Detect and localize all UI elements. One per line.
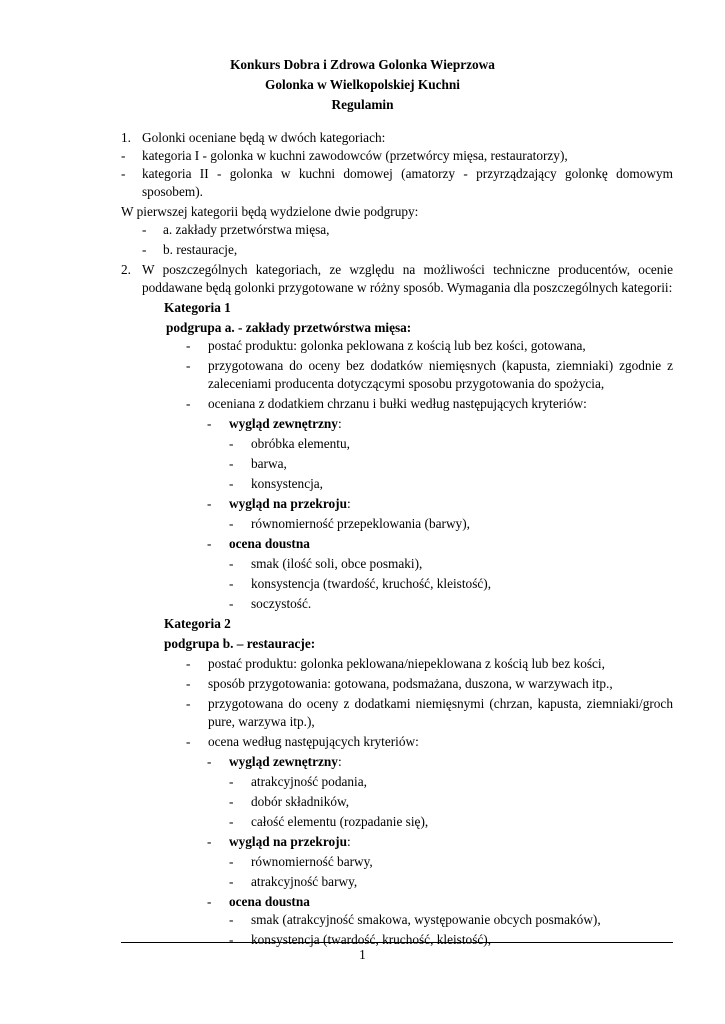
requirement-item bbox=[121, 655, 673, 673]
list-dash: - bbox=[186, 338, 191, 353]
requirement-item bbox=[121, 395, 673, 413]
criterion-text bbox=[229, 415, 673, 433]
criterion-label: wygląd zewnętrzny bbox=[229, 416, 338, 431]
criterion-item-text: soczystość. bbox=[251, 596, 312, 611]
requirement-text: przygotowana do oceny bez dodatków niemięsnych (kapusta, ziemniaki) zgodnie z zaleceniami producenta dotyczącymi sposobu przygotowania do spożycia, bbox=[208, 358, 673, 391]
criterion-item bbox=[121, 853, 673, 871]
subgroup-text: b. restauracje, bbox=[163, 242, 238, 257]
category-text: kategoria I - golonka w kuchni zawodowców (przetwórcy mięsa, restauratorzy), bbox=[142, 148, 568, 163]
criterion-heading bbox=[121, 753, 673, 771]
document-body bbox=[121, 129, 673, 949]
list-dash: - bbox=[207, 416, 212, 431]
list-dash: - bbox=[229, 814, 234, 829]
criterion-item bbox=[121, 455, 673, 473]
list-dash: - bbox=[121, 148, 126, 163]
requirement-item bbox=[121, 695, 673, 731]
criterion-item-text: smak (ilość soli, obce posmaki), bbox=[251, 556, 423, 571]
criterion-label: wygląd zewnętrzny bbox=[229, 754, 338, 769]
criterion-item bbox=[121, 575, 673, 593]
list-dash: - bbox=[142, 242, 147, 257]
criterion-colon: : bbox=[337, 416, 342, 431]
subgroup-b-heading: podgrupa b. – restauracje: bbox=[164, 636, 316, 651]
requirement-item bbox=[121, 675, 673, 693]
requirement-text: oceniana z dodatkiem chrzanu i bułki według następujących kryteriów: bbox=[208, 396, 587, 411]
criterion-label: wygląd na przekroju bbox=[229, 834, 347, 849]
list-dash: - bbox=[186, 396, 191, 411]
criterion-label: wygląd na przekroju bbox=[229, 496, 347, 511]
criterion-colon: : bbox=[337, 754, 342, 769]
document-header bbox=[0, 55, 725, 115]
list-dash: - bbox=[229, 476, 234, 491]
list-dash: - bbox=[229, 436, 234, 451]
criterion-item bbox=[121, 773, 673, 791]
requirement-text: sposób przygotowania: gotowana, podsmażana, duszona, w warzywach itp., bbox=[208, 676, 613, 691]
subgroup-item bbox=[121, 241, 673, 259]
document-subtitle: Golonka w Wielkopolskiej Kuchni bbox=[265, 77, 460, 92]
subgroup-text: a. zakłady przetwórstwa mięsa, bbox=[163, 222, 330, 237]
list-dash: - bbox=[207, 834, 212, 849]
criterion-item-text: barwa, bbox=[251, 456, 287, 471]
criterion-item bbox=[121, 873, 673, 891]
list-dash: - bbox=[229, 556, 234, 571]
list-dash: - bbox=[229, 854, 234, 869]
list-dash: - bbox=[207, 536, 212, 551]
list-dash: - bbox=[229, 576, 234, 591]
criterion-item bbox=[121, 515, 673, 533]
requirement-text: postać produktu: golonka peklowana/niepeklowana z kością lub bez kości, bbox=[208, 656, 605, 671]
list-number: 1. bbox=[121, 130, 131, 145]
paragraph-text: W pierwszej kategorii będą wydzielone dwie podgrupy: bbox=[121, 204, 419, 219]
category-item bbox=[121, 165, 673, 201]
criterion-item bbox=[121, 911, 673, 929]
criterion-item bbox=[121, 793, 673, 811]
criterion-item bbox=[121, 435, 673, 453]
criterion-text bbox=[229, 753, 673, 771]
paragraph-text: Golonki oceniane będą w dwóch kategoriach: bbox=[142, 130, 386, 145]
criterion-colon: : bbox=[346, 834, 351, 849]
criterion-heading bbox=[121, 833, 673, 851]
criterion-item bbox=[121, 813, 673, 831]
criterion-text bbox=[229, 495, 673, 513]
category-text-body: kategoria II - golonka w kuchni domowej (amatorzy - przyrządzający golonkę domowym sposobem). bbox=[142, 166, 673, 199]
criterion-item-text: smak (atrakcyjność smakowa, występowanie obcych posmaków), bbox=[251, 912, 601, 927]
subgroup-a-heading: podgrupa a. - zakłady przetwórstwa mięsa: bbox=[166, 320, 412, 335]
criterion-item-text: równomierność barwy, bbox=[251, 854, 373, 869]
list-dash: - bbox=[186, 358, 191, 373]
requirement-text: postać produktu: golonka peklowana z kością lub bez kości, gotowana, bbox=[208, 338, 586, 353]
list-dash: - bbox=[229, 932, 234, 947]
category-text bbox=[142, 165, 673, 201]
criterion-colon: : bbox=[346, 496, 351, 511]
list-dash: - bbox=[229, 874, 234, 889]
footer-divider bbox=[121, 942, 673, 943]
criterion-item bbox=[121, 475, 673, 493]
document-section-title: Regulamin bbox=[331, 97, 394, 112]
criterion-item-text: atrakcyjność podania, bbox=[251, 774, 367, 789]
criterion-item bbox=[121, 595, 673, 613]
numbered-item-2 bbox=[121, 261, 673, 297]
category-1-heading: Kategoria 1 bbox=[164, 300, 231, 315]
list-dash: - bbox=[207, 496, 212, 511]
criterion-text bbox=[229, 833, 673, 851]
criterion-heading bbox=[121, 893, 673, 911]
requirement-text: przygotowana do oceny z dodatkami niemięsnymi (chrzan, kapusta, ziemniaki/groch pure, warzywa itp.), bbox=[208, 696, 673, 729]
list-dash: - bbox=[186, 676, 191, 691]
criterion-label: ocena doustna bbox=[229, 894, 310, 909]
category-item bbox=[121, 147, 673, 165]
criterion-item-text: atrakcyjność barwy, bbox=[251, 874, 358, 889]
category-2-heading: Kategoria 2 bbox=[164, 616, 231, 631]
criterion-item-text: obróbka elementu, bbox=[251, 436, 350, 451]
criterion-item-text: konsystencja (twardość, kruchość, kleistość), bbox=[251, 932, 492, 947]
requirement-item bbox=[121, 337, 673, 355]
list-number: 2. bbox=[121, 262, 131, 277]
list-dash: - bbox=[229, 456, 234, 471]
criterion-item-text: konsystencja, bbox=[251, 476, 324, 491]
list-dash: - bbox=[207, 894, 212, 909]
subgroup-item bbox=[121, 221, 673, 239]
list-dash: - bbox=[186, 734, 191, 749]
list-dash: - bbox=[229, 516, 234, 531]
list-dash: - bbox=[229, 794, 234, 809]
list-dash: - bbox=[186, 696, 191, 711]
page-number: 1 bbox=[359, 947, 366, 962]
paragraph-text: W poszczególnych kategoriach, ze względu na możliwości techniczne producentów, ocenie poddawane będą golonki przygotowane w różny sposób. Wymagania dla poszczególnych kategorii: bbox=[142, 262, 673, 295]
requirement-item bbox=[121, 733, 673, 751]
list-dash: - bbox=[186, 656, 191, 671]
subgroup-intro bbox=[121, 203, 673, 221]
list-dash: - bbox=[121, 166, 126, 181]
requirement-text: ocena według następujących kryteriów: bbox=[208, 734, 419, 749]
criterion-item bbox=[121, 555, 673, 573]
list-dash: - bbox=[229, 596, 234, 611]
list-dash: - bbox=[207, 754, 212, 769]
list-dash: - bbox=[229, 774, 234, 789]
criterion-heading bbox=[121, 415, 673, 433]
criterion-heading bbox=[121, 535, 673, 553]
criterion-label: ocena doustna bbox=[229, 536, 310, 551]
criterion-item-text: dobór składników, bbox=[251, 794, 350, 809]
list-dash: - bbox=[142, 222, 147, 237]
criterion-item-text: całość elementu (rozpadanie się), bbox=[251, 814, 429, 829]
requirement-item bbox=[121, 357, 673, 393]
numbered-item-1 bbox=[121, 129, 673, 147]
criterion-item-text: równomierność przepeklowania (barwy), bbox=[251, 516, 470, 531]
document-title: Konkurs Dobra i Zdrowa Golonka Wieprzowa bbox=[230, 57, 495, 72]
list-dash: - bbox=[229, 912, 234, 927]
criterion-item-text: konsystencja (twardość, kruchość, kleistość), bbox=[251, 576, 492, 591]
criterion-heading bbox=[121, 495, 673, 513]
